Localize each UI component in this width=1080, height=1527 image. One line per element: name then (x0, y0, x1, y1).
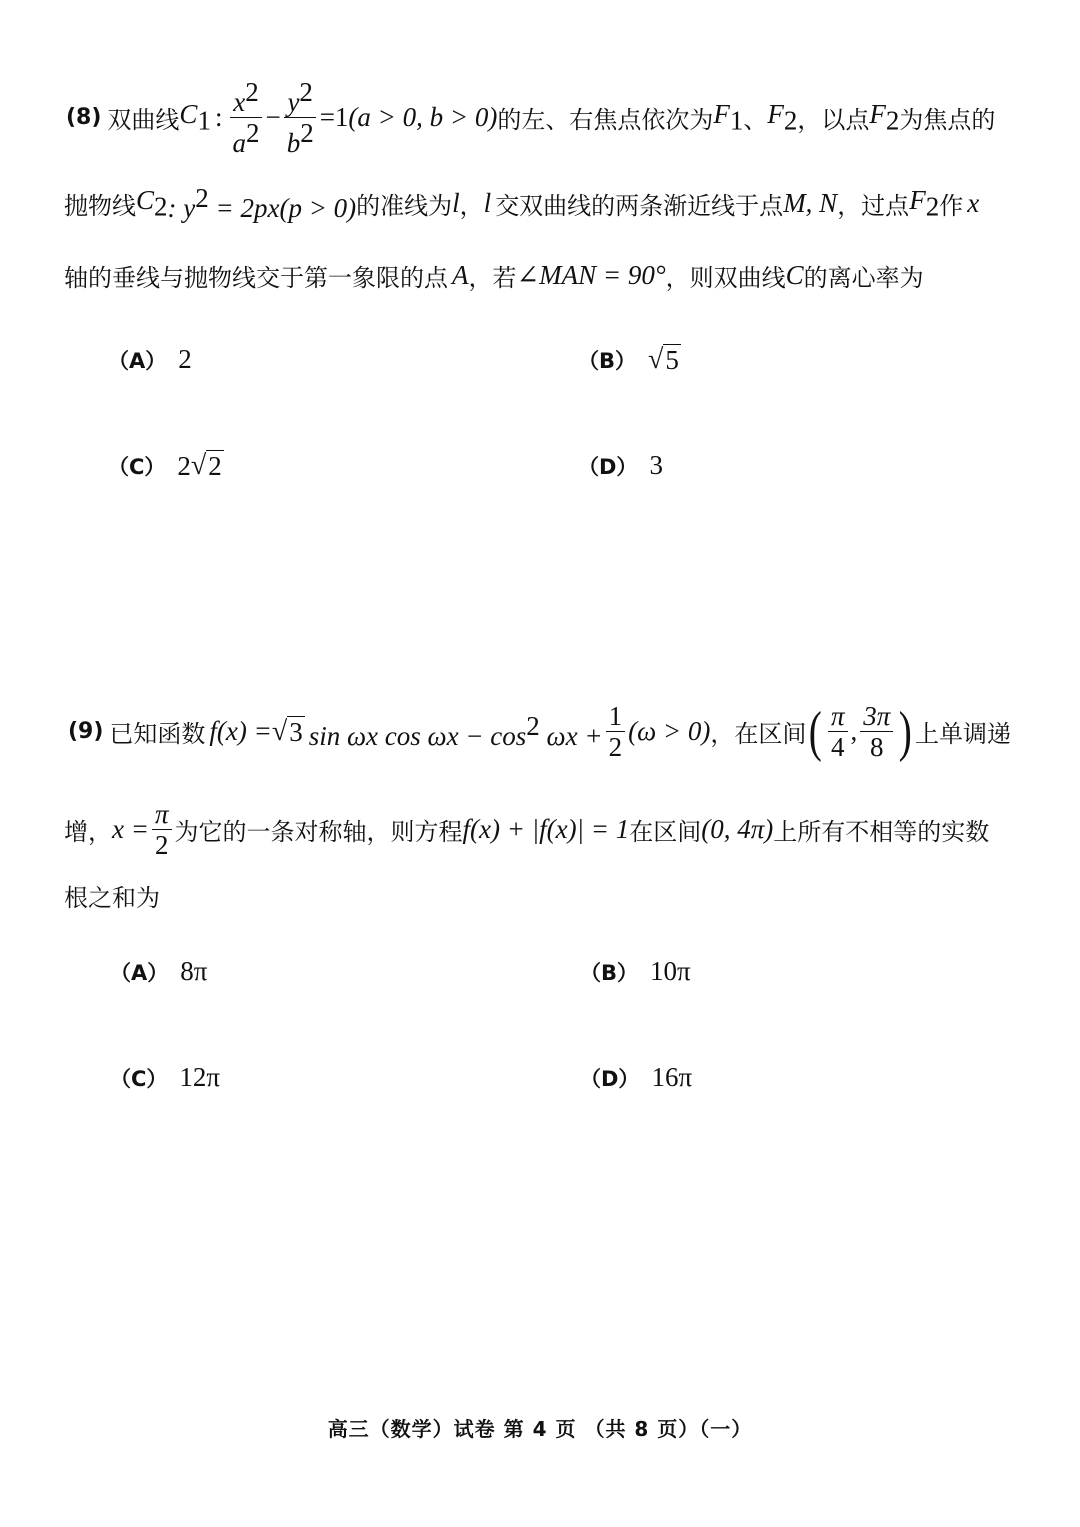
math-condition: (a > 0, b > 0) (348, 102, 498, 133)
sqrt-symbol: √ 5 (648, 344, 679, 375)
page-footer: 高三（数学）试卷 第 4 页 （共 8 页）（一） (327, 1417, 753, 1441)
fraction-pi-4: $\frac{\pi}{4}$ (828, 702, 848, 762)
fraction-x2-a2: $\frac{x^2}{a^2}$ (229, 78, 262, 158)
q8-option-a[interactable]: （A） 2 (108, 344, 192, 374)
math-f2: $F_2$ (909, 184, 940, 222)
fraction-pi-2: $\frac{\pi}{2}$ (152, 800, 172, 860)
q9-option-c[interactable]: （C） 12π (110, 1062, 221, 1092)
q8-option-d[interactable]: （D） 3 (578, 450, 663, 480)
math-parabola: : $y^2 = 2px(p > 0)$ (167, 183, 357, 223)
math-c2: $C_2$ (136, 184, 168, 222)
math-equation: f(x) + |f(x)| = 1 (462, 814, 630, 845)
q8-number: (8) (66, 105, 102, 131)
math-c1: $C_1$ (179, 99, 211, 136)
math-f1: $F_1$ (713, 99, 744, 136)
q9-line-2: 增， x = $\frac{\pi}{2}$ 为它的一条对称轴，则方程 f(x) + |f(x)| = 1 在区间 (0, 4π) 上所有不相等的实数 (64, 799, 990, 861)
q8-option-c[interactable]: （C） 2 √ 2 (108, 450, 222, 481)
math-f2: $F_2$ (767, 99, 798, 136)
q8-line-3: 轴的垂线与抛物线交于第一象限的点 A ，若 ∠MAN = 90° ，则双曲线 C 的离心率为 (64, 260, 924, 292)
q9-number: (9) (68, 719, 104, 745)
math-angle: ∠MAN = 90° (516, 260, 666, 290)
q8-option-b[interactable]: （B） √ 5 (578, 344, 679, 375)
fraction-y2-b2: $\frac{y^2}{b^2}$ (284, 78, 317, 158)
q8-line-2: 抛物线 $C_2$ : $y^2 = 2px(p > 0)$ 的准线为 l ， l 交双曲线的两条渐近线于点 M, N ，过点 $F_2$ 作 x (64, 183, 980, 223)
math-f2: $F_2$ (869, 99, 900, 136)
fraction-3pi-8: $\frac{3\pi}{8}$ (860, 702, 893, 762)
fraction-one-half: $\frac{1}{2}$ (606, 702, 626, 762)
q9-option-d[interactable]: （D） 16π (580, 1062, 693, 1092)
sqrt-symbol: √ 3 (271, 715, 303, 747)
q8-text: 双曲线 (107, 106, 180, 135)
q9-option-a[interactable]: （A） 8π (110, 956, 208, 986)
q9-line-3: 根之和为 (64, 884, 160, 912)
q8-line-1: (8) 双曲线 $C_1$ : $\frac{x^2}{a^2}$ − $\frac{y^2}{b^2}$ =1 (a > 0, b > 0) 的左、右焦点依次为 $F_1$ 、 $F_2$ ，以点 $F_2$ 为焦点的 (66, 77, 996, 159)
sqrt-symbol: √ 2 (190, 450, 222, 481)
q9-line-1: (9) 已知函数 f(x) = √ 3 sin ωx $\cos \omega x - \cos^2 \omega x$ + $\frac{1}{2}$ (ω > 0) ，在区间 ( $\frac{\pi}{4}$ , $\frac{3\pi}{8}$ ) 上单调递 (68, 700, 1011, 763)
q9-option-b[interactable]: （B） 10π (580, 956, 691, 986)
